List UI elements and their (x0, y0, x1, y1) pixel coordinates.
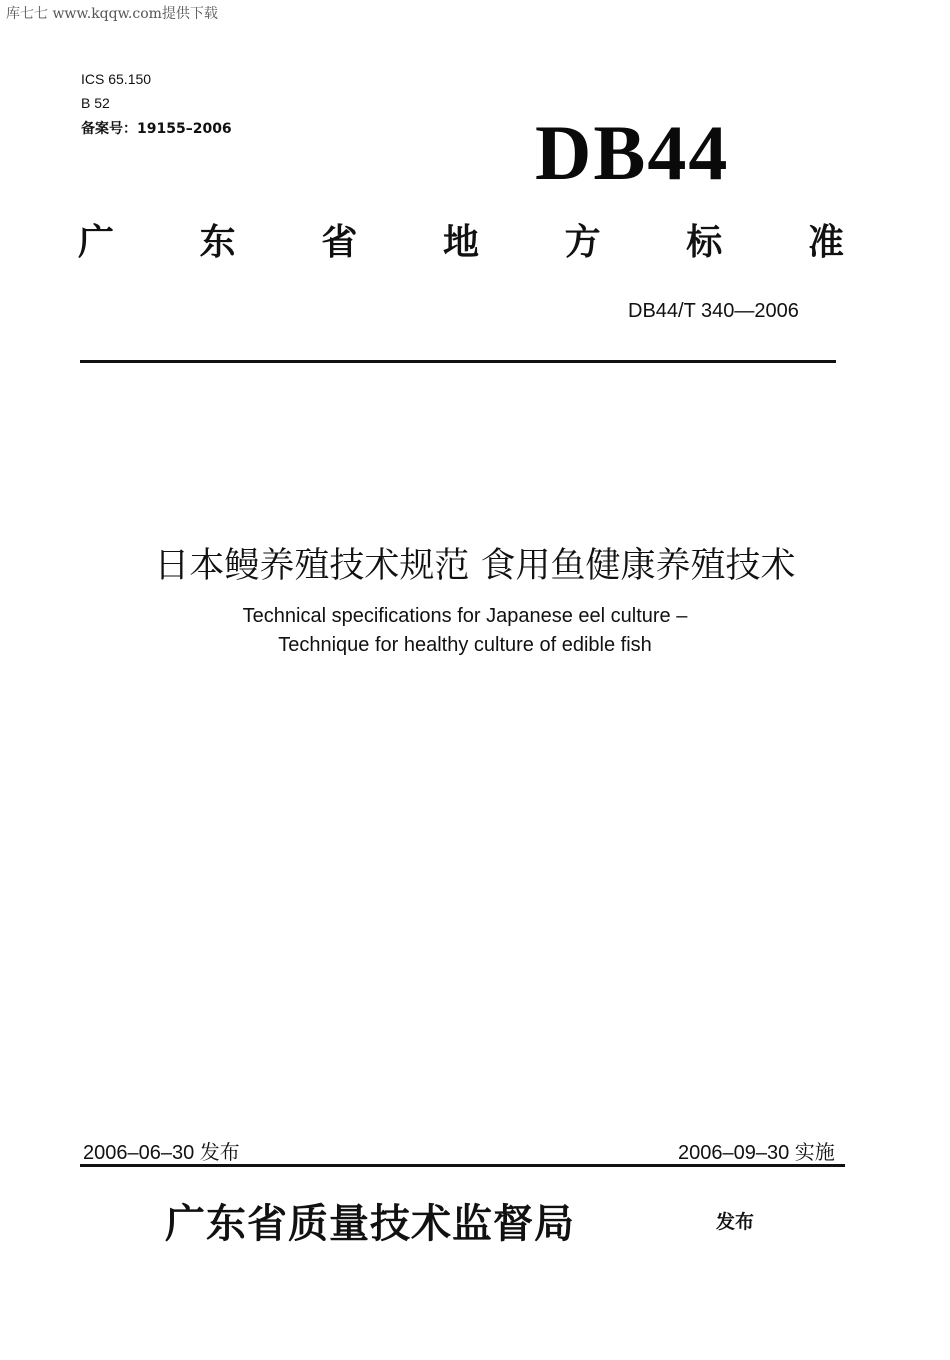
effective-date: 2006–09–30 实施 (678, 1142, 835, 1164)
standard-code-logo: DB44 (535, 109, 730, 196)
header-divider (80, 360, 836, 363)
standard-type-char: 省 (321, 222, 358, 263)
standard-type-char: 地 (442, 222, 479, 263)
standard-number: DB44/T 340—2006 (628, 300, 799, 322)
standard-type-char: 方 (564, 222, 601, 263)
footer-divider (80, 1164, 845, 1167)
document-title-cn: 日本鳗养殖技术规范 食用鱼健康养殖技术 (154, 546, 796, 586)
standard-type-char: 准 (807, 222, 844, 263)
watermark-text: 库七七 www.kqqw.com提供下载 (6, 6, 218, 22)
standard-type-char: 标 (686, 222, 723, 263)
issuing-authority: 广东省质量技术监督局 (165, 1200, 575, 1247)
standard-type-char: 广 (78, 222, 115, 263)
ccs-code: B 52 (81, 95, 110, 111)
document-title-en-line2: Technique for healthy culture of edible fish (278, 634, 652, 656)
standard-type-title (78, 214, 844, 265)
filing-number: 备案号：19155–2006 (81, 121, 232, 137)
document-title-en-line1: Technical specifications for Japanese eel culture – (242, 605, 688, 627)
ics-code: ICS 65.150 (81, 71, 152, 87)
publish-date: 2006–06–30 发布 (83, 1142, 240, 1164)
standard-type-char: 东 (199, 222, 236, 263)
issue-label: 发布 (716, 1211, 755, 1233)
